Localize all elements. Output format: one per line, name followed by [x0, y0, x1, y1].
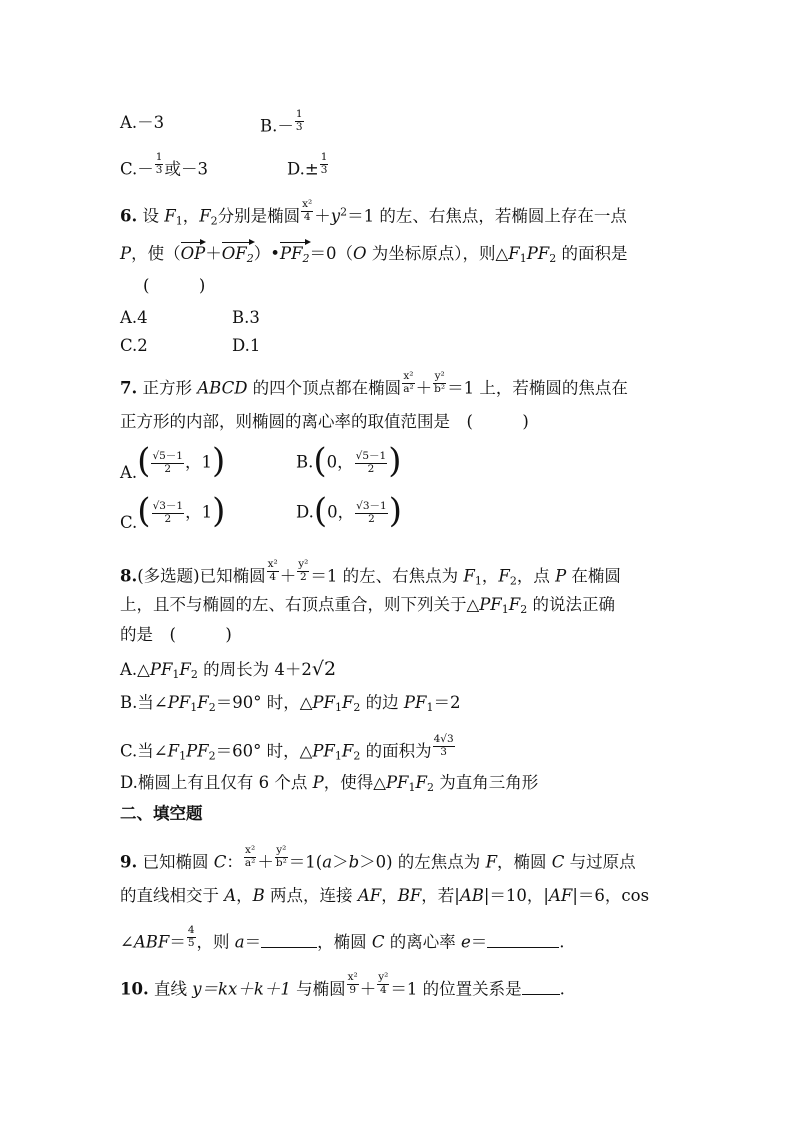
q7-f1-den: a² — [403, 382, 414, 395]
q9-text: ，若| — [421, 886, 460, 905]
q6-option-d-text: D.1 — [232, 336, 261, 355]
q7-number: 7. — [120, 378, 138, 398]
q8-tri: PF — [312, 693, 335, 712]
q9-text: 已知椭圆 — [137, 852, 214, 872]
q9-text: ＝1( — [288, 852, 323, 872]
q8-text: D.椭圆上有且仅有 6 个点 — [120, 773, 313, 792]
q6-tri-f: F — [508, 244, 520, 263]
q8-sub: 1 — [408, 781, 416, 794]
q6-text: ）• — [253, 244, 280, 263]
q6-text: 的面积是 — [556, 244, 628, 263]
q6-line-2 — [120, 246, 628, 263]
q8-sub: 1 — [474, 574, 482, 588]
q7-fraction-y — [433, 371, 446, 395]
q9-text: |＝10，| — [483, 886, 549, 905]
q9-line-3 — [120, 924, 565, 955]
q7-option-d-label: D. — [296, 502, 314, 522]
q5-option-c-fraction — [155, 152, 164, 176]
q9-text: ＝ — [169, 932, 186, 952]
answer-blank-a[interactable] — [261, 935, 317, 948]
q7-plus: ＋ — [415, 378, 433, 398]
q6-text: 设 — [137, 206, 165, 226]
q8-sub: 2 — [208, 749, 216, 763]
q6-option-c-text: C.2 — [120, 336, 148, 355]
q8-line-3 — [120, 627, 232, 644]
q10-text: 直线 — [148, 979, 193, 999]
q5-option-c — [120, 151, 208, 182]
q8-tri: PF — [186, 741, 209, 761]
q5-option-a-text: A.－3 — [120, 113, 165, 132]
q8-sub: 1 — [334, 701, 342, 714]
q9-af: AF — [549, 886, 573, 905]
q9-fraction-cos — [187, 925, 196, 949]
q6-option-c — [120, 338, 148, 355]
q10-f2-den: 4 — [379, 983, 387, 996]
q8-f2-den: 2 — [299, 570, 307, 583]
q8-sub: 1 — [426, 701, 434, 714]
q6-f2: F — [199, 206, 211, 226]
vector-op: OP — [180, 244, 206, 263]
q8-p: P — [312, 773, 324, 792]
q7-option-b-label: B. — [296, 452, 314, 472]
q10-f2-num: y² — [378, 971, 389, 983]
q8-comma: ， — [481, 566, 499, 586]
q8-tri: F — [167, 741, 180, 761]
q8-tri: F — [508, 595, 521, 614]
q9-text: ＝ — [470, 932, 488, 952]
q9-text: ＝ — [244, 932, 262, 952]
q8-fraction-x — [267, 559, 279, 583]
q7-option-a — [120, 441, 226, 482]
section-title: 二、填空题 — [120, 804, 203, 823]
q8-tri: F — [197, 693, 209, 712]
q9-b: b — [348, 852, 360, 872]
q6-answer-paren — [143, 278, 205, 295]
q8-text: ，使得△ — [323, 773, 386, 792]
right-paren: ) — [388, 491, 402, 531]
q6-option-b — [232, 310, 260, 327]
q8-tri: F — [179, 660, 191, 679]
q7-d-den: 2 — [368, 512, 375, 525]
left-paren: ( — [313, 491, 328, 531]
q9-number: 9. — [120, 852, 138, 872]
q5-b-num: 1 — [295, 108, 303, 120]
q8-sub: 2 — [426, 781, 434, 794]
q10-text: ＝1 的位置关系是 — [390, 979, 522, 999]
q6-option-a — [120, 310, 148, 327]
q6-text: ＝0（ — [309, 244, 354, 263]
q6-frac-den: 4 — [303, 210, 311, 223]
q8-c-den: 3 — [440, 745, 447, 758]
q10-f1-num: x² — [347, 971, 358, 983]
q8-sub: 2 — [509, 574, 517, 588]
q5-option-b-prefix: B.－ — [260, 116, 294, 136]
q9-text: ， — [381, 886, 398, 905]
q7-c-den: 2 — [164, 512, 172, 525]
answer-blank-position[interactable] — [522, 982, 560, 995]
q9-a-point: A — [224, 886, 237, 905]
vector-pf2-label: PF — [279, 244, 303, 263]
q8-text: ＝90° 时，△ — [215, 693, 313, 712]
q8-tri: PF — [167, 693, 191, 712]
q8-c-num: 4√3 — [433, 733, 454, 745]
q5-option-b — [260, 108, 305, 139]
q8-f2-num: y² — [298, 558, 309, 570]
q8-sqrt: √2 — [311, 658, 337, 680]
q10-fraction-x — [347, 972, 359, 996]
q7-option-a-label: A. — [120, 462, 138, 482]
q7-option-c-fraction — [152, 501, 185, 525]
answer-blank-e[interactable] — [487, 935, 559, 948]
q8-text: 为直角三角形 — [433, 773, 539, 792]
q8-text: 的面积为 — [360, 741, 432, 761]
q10-fraction-y — [377, 972, 389, 996]
left-paren: ( — [137, 491, 151, 531]
q10-text: 与椭圆 — [290, 979, 346, 999]
q8-option-d — [120, 775, 538, 792]
q8-number: 8. — [120, 566, 138, 586]
q9-b-point: B — [252, 886, 265, 905]
q9-f2-num: y² — [276, 844, 287, 856]
q8-plus: ＋ — [279, 566, 297, 586]
q6-plus: ＋ — [205, 244, 222, 263]
q8-text: 的是 ( ) — [120, 625, 232, 644]
q9-f1-num: x² — [245, 844, 256, 856]
q7-text: ＝1 上，若椭圆的焦点在 — [447, 378, 628, 398]
q9-text: 与过原点 — [564, 852, 636, 872]
q8-text: 上，且不与椭圆的左、右顶点重合，则下列关于△ — [120, 595, 480, 614]
q6-f2-sub: 2 — [210, 214, 218, 228]
q10-plus: ＋ — [359, 979, 377, 999]
q6-paren: ( ) — [143, 276, 206, 295]
q8-sub: 2 — [353, 749, 361, 763]
q8-text: (多选题)已知椭圆 — [137, 566, 266, 586]
q9-f2-den: b² — [275, 856, 287, 869]
q9-text: ，则 — [196, 932, 235, 952]
q9-c: C — [371, 932, 385, 952]
q5-option-c-prefix: C.－ — [120, 159, 154, 179]
q9-a: a — [234, 932, 245, 952]
q8-text: ＝60° 时，△ — [215, 741, 313, 761]
q6-y-sup: 2 — [340, 205, 348, 219]
q8-text: C.当∠ — [120, 741, 168, 761]
q5-option-c-suffix: 或－3 — [164, 159, 208, 179]
q8-text: A.△ — [120, 660, 150, 679]
q6-plus: ＋ — [314, 206, 331, 226]
q7-line-2 — [120, 414, 529, 431]
q8-sub: 2 — [520, 603, 528, 616]
q9-line-1 — [120, 844, 636, 875]
q6-comma: ， — [182, 206, 200, 226]
q9-text: ，椭圆 — [317, 932, 372, 952]
q6-option-a-text: A.4 — [120, 308, 148, 327]
q8-tri: F — [415, 773, 427, 792]
q6-text: 为坐标原点），则△ — [366, 244, 509, 263]
q8-text: 的说法正确 — [527, 595, 615, 614]
q7-b-den: 2 — [367, 462, 375, 475]
q8-option-c — [120, 733, 456, 764]
q5-d-den: 3 — [320, 163, 328, 176]
q10-line-1 — [120, 971, 565, 1002]
q5-b-den: 3 — [295, 120, 303, 133]
q8-tri: PF — [149, 660, 173, 679]
q8-tri: PF — [385, 773, 409, 792]
q9-f1-den: a² — [244, 856, 256, 869]
q10-equation: y＝kx＋k＋1 — [192, 979, 291, 999]
q9-text: 的直线相交于 — [120, 886, 225, 905]
q8-option-a — [120, 660, 336, 679]
q6-line-1 — [120, 198, 627, 229]
q6-text: ，使（ — [131, 244, 181, 263]
q6-o: O — [353, 244, 367, 263]
q7-a-den: 2 — [164, 462, 172, 475]
q8-tri: PF — [479, 595, 502, 614]
q7-option-a-fraction — [151, 451, 184, 475]
q8-f2: F — [498, 566, 510, 586]
q8-pf: PF — [403, 693, 427, 712]
right-paren: ) — [212, 441, 226, 481]
section-heading — [120, 806, 203, 823]
q5-d-num: 1 — [320, 151, 328, 163]
q9-af: AF — [357, 886, 382, 905]
q7-f2-den: b² — [434, 382, 446, 395]
q8-text: ＝2 — [433, 693, 461, 712]
q7-option-d — [296, 491, 402, 531]
q7-text: 正方形 — [137, 378, 198, 398]
q5-c-den: 3 — [155, 163, 163, 176]
q9-text: ： — [226, 852, 243, 872]
q9-line-2 — [120, 888, 649, 905]
vector-of2-sub: 2 — [246, 252, 254, 265]
vector-of2 — [222, 246, 254, 263]
vector-of2-label: OF — [221, 244, 247, 263]
q7-option-b-fraction — [355, 451, 388, 475]
q8-text: 的周长为 4＋2 — [197, 660, 312, 679]
q7-text: 正方形的内部，则椭圆的离心率的取值范围是 ( ) — [120, 412, 529, 431]
q10-f1-den: 9 — [349, 983, 356, 996]
q8-option-b — [120, 695, 460, 712]
q7-b-num: √5－1 — [355, 449, 387, 462]
q5-option-b-fraction — [295, 109, 304, 133]
q7-option-b-head: 0， — [326, 452, 354, 472]
q8-text: 在椭圆 — [566, 566, 621, 586]
q8-text: ＝1 的左、右焦点为 — [310, 566, 464, 586]
q7-d-num: √3－1 — [356, 499, 387, 512]
q9-text: ∠ — [120, 932, 134, 952]
q8-sub: 1 — [179, 749, 187, 763]
vector-pf2 — [280, 246, 310, 263]
q7-f1-num: x² — [403, 370, 414, 382]
q9-f3-num: 4 — [187, 924, 195, 936]
q9-gt: ＞ — [332, 852, 349, 872]
left-paren: ( — [313, 441, 327, 481]
q7-line-1 — [120, 370, 628, 401]
q6-frac-num: x² — [302, 198, 313, 210]
q9-text: ＞0) 的左焦点为 — [359, 852, 486, 872]
q8-sub: 1 — [172, 668, 180, 681]
q6-option-b-text: B.3 — [232, 308, 260, 327]
q7-option-a-tail: ，1 — [185, 452, 212, 472]
q8-sub: 1 — [501, 603, 509, 616]
q8-sub: 1 — [334, 749, 342, 763]
q7-text: 的四个顶点都在椭圆 — [247, 378, 402, 398]
q8-text: B.当∠ — [120, 693, 168, 712]
q9-c: C — [551, 852, 565, 872]
q7-option-d-head: 0， — [327, 502, 355, 522]
q7-a-num: √5－1 — [152, 449, 183, 462]
right-paren: ) — [212, 491, 226, 531]
q9-a: a — [322, 852, 333, 872]
q8-p: P — [555, 566, 567, 586]
q6-fraction — [301, 199, 313, 223]
q7-f2-num: y² — [434, 370, 445, 382]
q8-text: ，点 — [516, 566, 556, 586]
q9-fraction-y — [275, 845, 288, 869]
q6-tri-sub: 1 — [519, 252, 527, 265]
q6-text: ＝1 的左、右焦点，若椭圆上存在一点 — [347, 206, 627, 226]
q7-c-num: √3－1 — [152, 499, 184, 512]
q7-abcd: ABCD — [197, 378, 248, 398]
q6-f1: F — [164, 206, 176, 226]
q9-abf: ABF — [133, 932, 170, 952]
q6-p: P — [120, 244, 132, 263]
q8-tri: F — [341, 693, 354, 712]
q7-option-c-tail: ，1 — [185, 502, 213, 522]
q7-option-b — [296, 441, 402, 481]
q5-option-d — [287, 151, 329, 182]
q8-line-1 — [120, 558, 621, 589]
q7-option-c-label: C. — [120, 512, 138, 532]
q8-tri: F — [341, 741, 354, 761]
q6-tri-pf: PF — [526, 244, 550, 263]
q9-e: e — [460, 932, 471, 952]
left-paren: ( — [137, 441, 151, 481]
q9-plus: ＋ — [257, 852, 274, 872]
q8-sub: 2 — [208, 701, 216, 714]
vector-pf2-sub: 2 — [302, 252, 310, 265]
q6-f1-sub: 1 — [175, 214, 183, 228]
q7-option-d-fraction — [355, 501, 388, 525]
q9-fraction-x — [244, 845, 256, 869]
q8-line-2 — [120, 597, 615, 614]
q9-text: . — [559, 932, 565, 952]
q8-sub: 2 — [190, 668, 198, 681]
q8-sub: 2 — [353, 701, 361, 714]
q9-text: |＝6，cos — [572, 886, 650, 905]
q5-option-d-fraction — [320, 152, 329, 176]
q9-bf: BF — [397, 886, 422, 905]
q8-f1: F — [463, 566, 475, 586]
q9-c: C — [213, 852, 227, 872]
q9-text: 两点，连接 — [264, 886, 358, 905]
q10-text: . — [559, 979, 565, 999]
q10-number: 10. — [120, 979, 149, 999]
q6-text: 分别是椭圆 — [217, 206, 301, 226]
q9-text: 的离心率 — [384, 932, 461, 952]
q8-tri: PF — [312, 741, 335, 761]
q9-text: ，椭圆 — [497, 852, 552, 872]
q7-fraction-x — [402, 371, 414, 395]
q9-f: F — [485, 852, 498, 872]
q9-text: ， — [236, 886, 253, 905]
q5-option-a — [120, 115, 164, 132]
q7-option-c — [120, 491, 226, 532]
q9-f3-den: 5 — [187, 936, 195, 949]
q5-option-d-prefix: D.± — [287, 159, 319, 179]
q8-text: 的边 — [360, 693, 404, 712]
q5-c-num: 1 — [155, 151, 163, 163]
q8-f1-num: x² — [267, 558, 278, 570]
q6-number: 6. — [120, 206, 138, 226]
q8-f1-den: 4 — [269, 570, 277, 583]
right-paren: ) — [388, 441, 402, 481]
q8-option-c-fraction — [433, 734, 455, 758]
q9-ab: AB — [459, 886, 484, 905]
q6-option-d — [232, 338, 260, 355]
q8-fraction-y — [297, 559, 309, 583]
q6-tri-sub: 2 — [549, 252, 557, 265]
q6-y: y — [330, 206, 341, 226]
q8-sub: 1 — [190, 701, 198, 714]
